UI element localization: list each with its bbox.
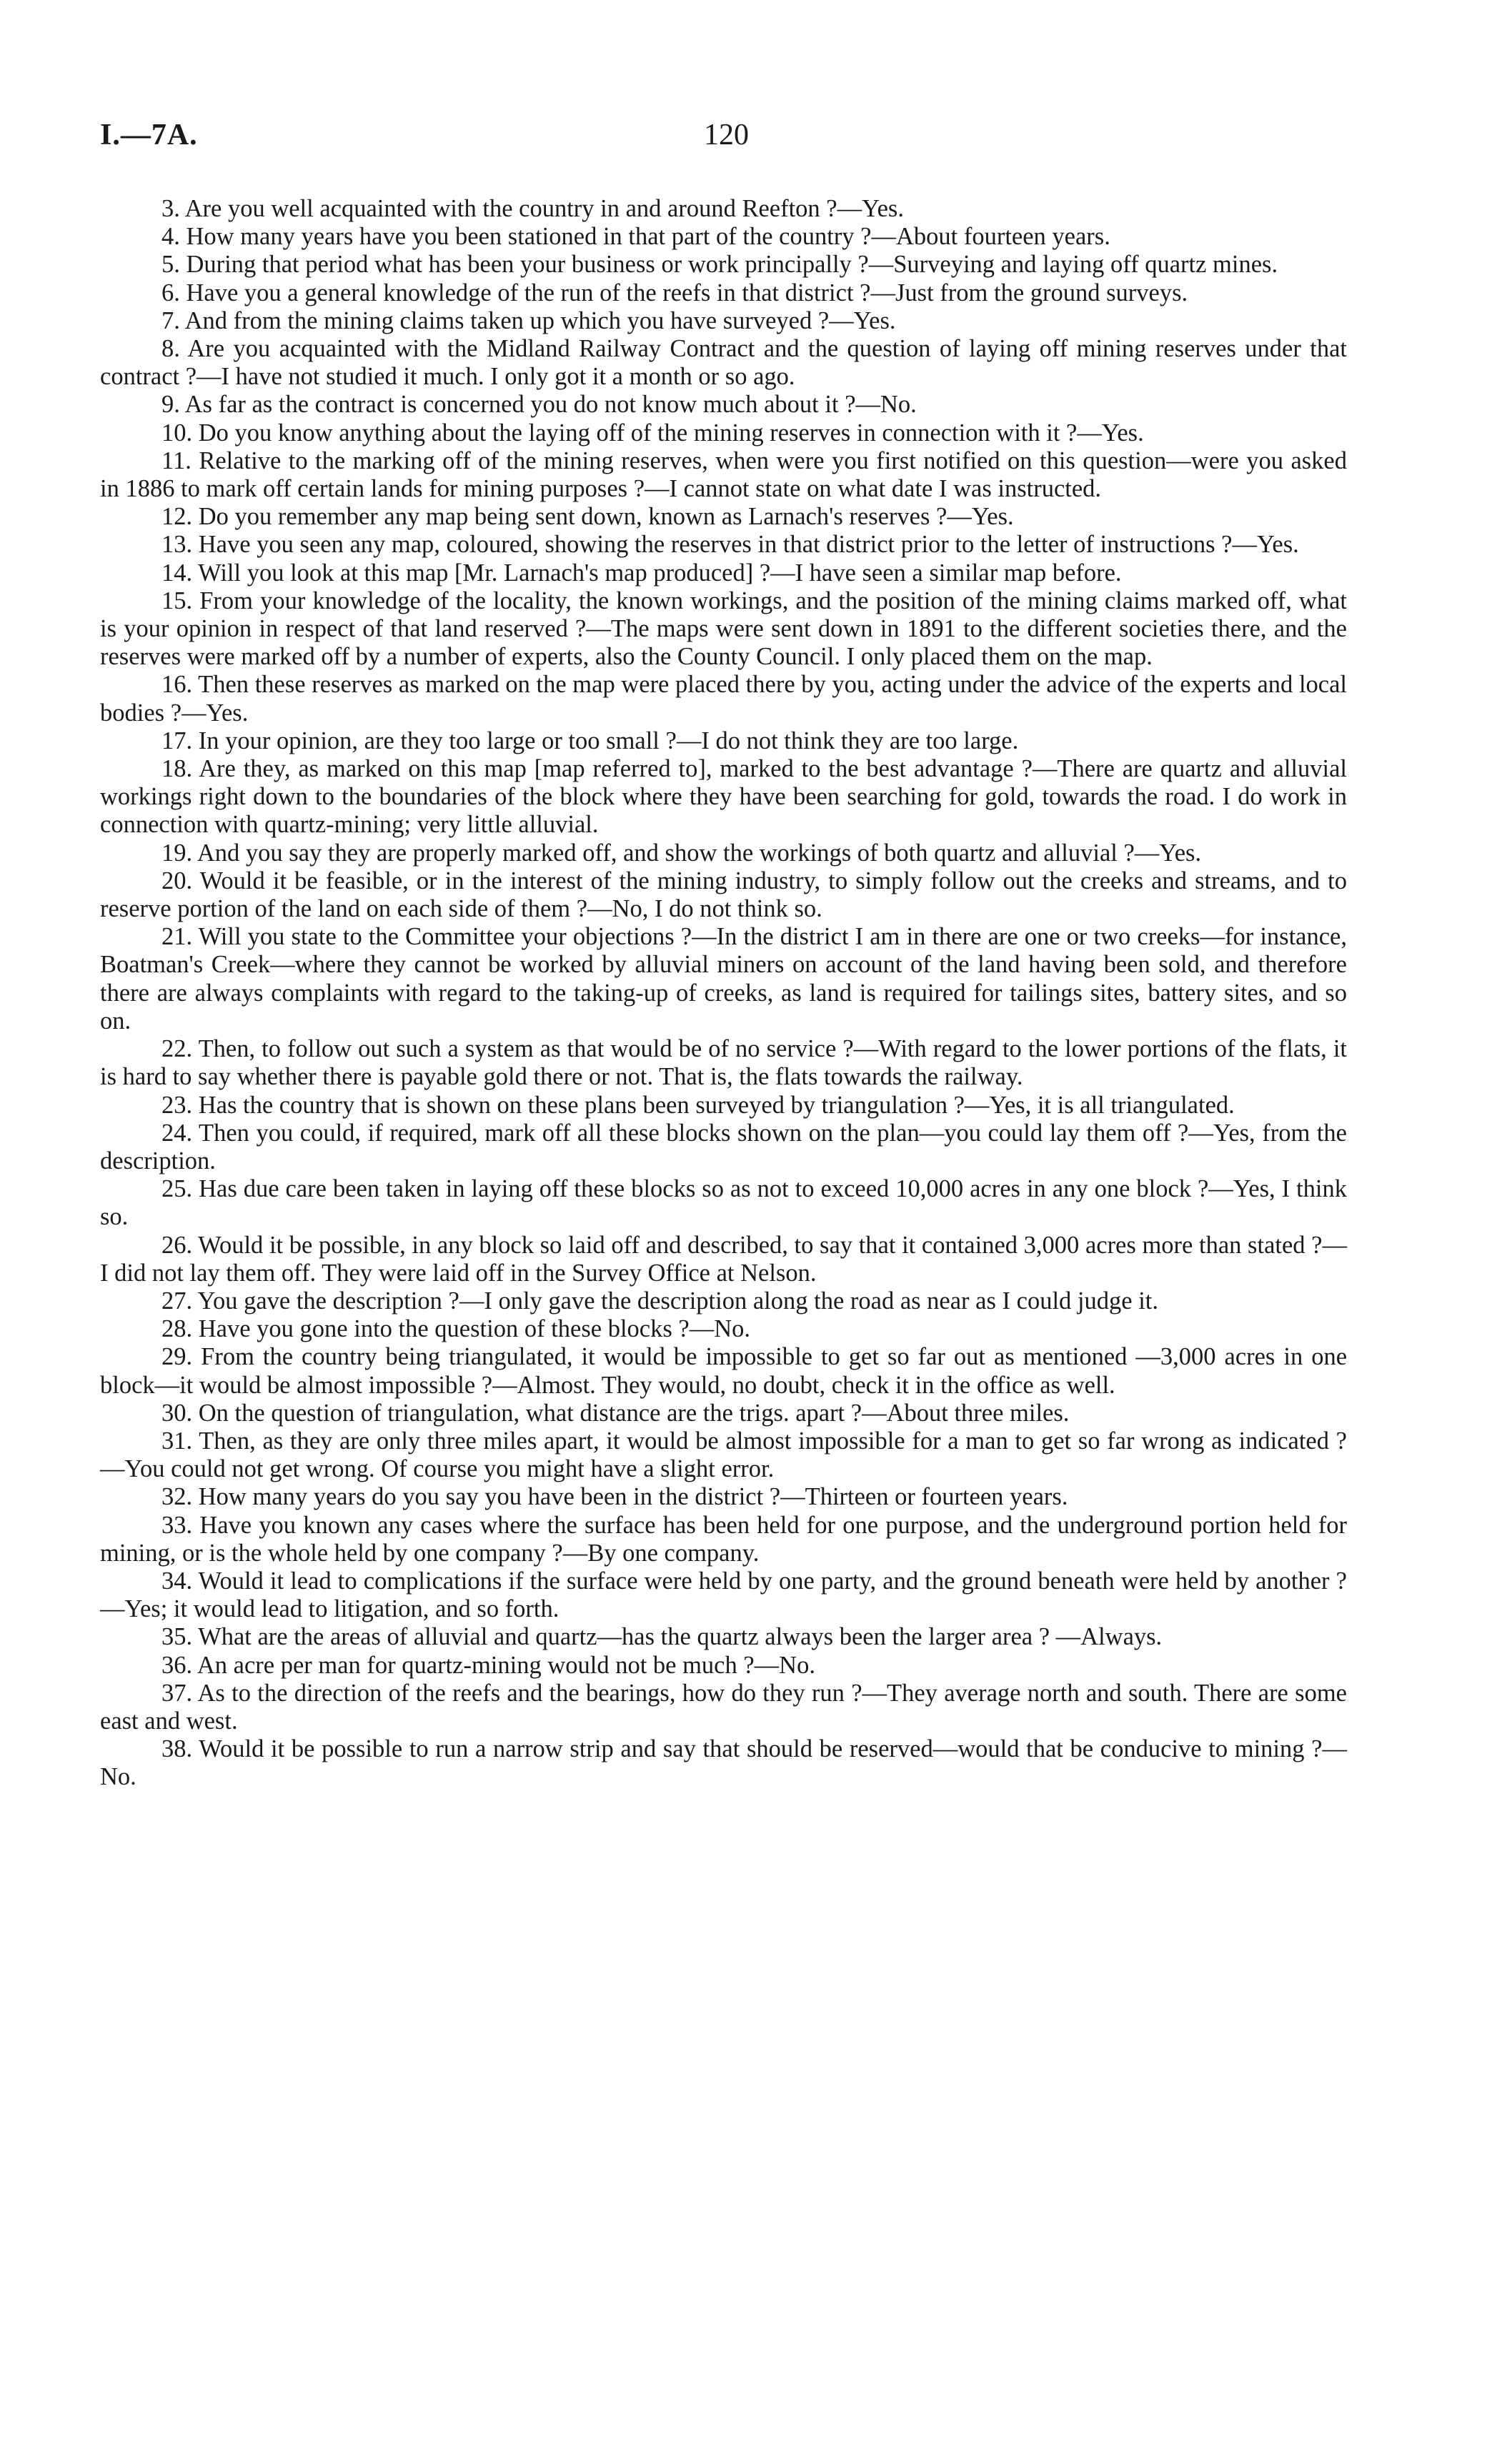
question-number: 14. [161,559,193,587]
question-text: And from the mining claims taken up which you have surveyed ?—Yes. [184,306,896,334]
question-text: Has the country that is shown on these plans been surveyed by triangulation ?—Yes, it is all triangulated. [198,1091,1235,1119]
question-number: 27. [161,1287,193,1315]
question-paragraph [100,223,1347,251]
question-number: 8. [161,335,180,363]
question-paragraph [100,727,1347,755]
question-number: 11. [161,447,192,474]
question-number: 6. [161,279,180,306]
question-number: 5. [161,251,180,279]
question-number: 33. [161,1511,193,1539]
question-text: In your opinion, are they too large or too small ?—I do not think they are too large. [198,727,1019,754]
question-paragraph [100,279,1347,307]
question-text: Would it be possible, in any block so laid off and described, to say that it contained 3,000 acres more than stated ?—I did not lay them off. They were laid off in the Survey Office at Nelson. [100,1231,1347,1287]
question-number: 31. [161,1427,193,1455]
question-text: Have you seen any map, coloured, showing the reserves in that district prior to the letter of instructions ?—Yes. [198,531,1299,559]
question-number: 19. [161,839,193,867]
question-paragraph [100,1035,1347,1091]
question-number: 16. [161,671,193,699]
question-paragraph [100,671,1347,727]
question-number: 7. [161,306,180,334]
question-number: 15. [161,587,193,614]
question-paragraph [100,1680,1347,1735]
question-paragraph [100,1343,1347,1399]
question-paragraph [100,1119,1347,1175]
question-paragraph [100,531,1347,559]
question-number: 24. [161,1119,193,1147]
question-paragraph [100,1400,1347,1427]
question-paragraph [100,755,1347,839]
question-paragraph [100,867,1347,923]
question-number: 10. [161,419,193,447]
question-number: 28. [161,1315,193,1343]
page-number: 120 [704,119,749,151]
question-text: Then, as they are only three miles apart, it would be almost impossible for a man to get so far wrong as indicated ?—You could not get wrong. Of course you might have a slight error. [100,1427,1347,1483]
question-text: Have you gone into the question of these blocks ?—No. [198,1315,751,1343]
question-paragraph [100,1427,1347,1483]
question-text: As far as the contract is concerned you do not know much about it ?—No. [184,391,917,419]
question-paragraph [100,419,1347,447]
question-number: 26. [161,1231,193,1259]
question-paragraph [100,1232,1347,1287]
question-text: And you say they are properly marked off, and show the workings of both quartz and alluvial ?—Yes. [197,839,1202,867]
question-paragraph [100,1315,1347,1343]
document-page [100,118,1347,1792]
question-text: As to the direction of the reefs and the bearings, how do they run ?—They average north and south. There are some east and west. [100,1679,1347,1735]
question-paragraph [100,839,1347,867]
question-paragraph [100,1092,1347,1119]
question-number: 12. [161,503,193,531]
question-number: 35. [161,1623,193,1651]
question-text: Relative to the marking off of the mining reserves, when were you first notified on this question—were you asked in 1886 to mark off certain lands for mining purposes ?—I cannot state on what date I was instructed. [100,447,1347,503]
question-number: 34. [161,1567,193,1595]
question-number: 37. [161,1679,193,1707]
question-paragraph [100,335,1347,391]
question-text: Will you state to the Committee your objections ?—In the district I am in there are one or two creeks—for instance, Boatman's Creek—where they cannot be worked by alluvial miners on account of the land having been sold, and therefore there are always complaints with regard to the taking-up of creeks, as land is required for tailings sites, battery sites, and so on. [100,923,1347,1034]
question-paragraph [100,1623,1347,1651]
question-paragraph [100,1483,1347,1511]
question-number: 38. [161,1735,193,1763]
question-paragraph [100,587,1347,672]
question-number: 20. [161,867,193,894]
question-text: How many years have you been stationed in that part of the country ?—About fourteen years. [186,223,1110,251]
questions-list [100,195,1347,1792]
question-number: 21. [161,923,193,951]
question-text: During that period what has been your business or work principally ?—Surveying and laying off quartz mines. [186,251,1278,279]
question-number: 22. [161,1035,193,1063]
question-text: Have you a general knowledge of the run of the reefs in that district ?—Just from the ground surveys. [186,279,1188,306]
question-number: 30. [161,1399,193,1427]
question-text: Then, to follow out such a system as that would be of no service ?—With regard to the lower portions of the flats, it is hard to say whether there is payable gold there or not. That is, the flats towards the railway. [100,1035,1347,1091]
question-number: 32. [161,1483,193,1511]
page-header [100,118,1347,168]
question-paragraph [100,1567,1347,1623]
question-number: 29. [161,1343,193,1371]
question-number: 25. [161,1175,193,1203]
question-paragraph [100,307,1347,335]
question-paragraph [100,1287,1347,1315]
question-text: On the question of triangulation, what distance are the trigs. apart ?—About three miles. [198,1399,1070,1427]
question-text: Then these reserves as marked on the map were placed there by you, acting under the advice of the experts and local bodies ?—Yes. [100,671,1347,727]
question-paragraph [100,1652,1347,1680]
question-number: 18. [161,755,193,783]
question-text: An acre per man for quartz-mining would not be much ?—No. [197,1651,815,1679]
question-text: Have you known any cases where the surface has been held for one purpose, and the underground portion held for mining, or is the whole held by one company ?—By one company. [100,1511,1348,1567]
question-text: From the country being triangulated, it would be impossible to get so far out as mentioned —3,000 acres in one block—it would be almost impossible ?—Almost. They would, no doubt, check it in the office as well. [100,1343,1348,1399]
question-text: Do you remember any map being sent down, known as Larnach's reserves ?—Yes. [198,503,1014,531]
question-text: Are you well acquainted with the country in and around Reefton ?—Yes. [184,195,904,222]
question-paragraph [100,195,1347,223]
question-text: From your knowledge of the locality, the known workings, and the position of the mining claims marked off, what is your opinion in respect of that land reserved ?—The maps were sent down in 1891 to the different societies there, and the reserves were marked off by a number of experts, also the County Council. I only placed them on the map. [100,587,1347,671]
question-text: Has due care been taken in laying off these blocks so as not to exceed 10,000 acres in any one block ?—Yes, I think so. [100,1175,1347,1231]
question-text: Are they, as marked on this map [map referred to], marked to the best advantage ?—There are quartz and alluvial workings right down to the boundaries of the block where they have been searching for gold, towards the road. I do work in connection with quartz-mining; very little alluvial. [100,755,1347,839]
question-text: How many years do you say you have been in the district ?—Thirteen or fourteen years. [198,1483,1068,1511]
question-paragraph [100,391,1347,419]
question-paragraph [100,251,1347,279]
question-text: What are the areas of alluvial and quartz—has the quartz always been the larger area ? —Always. [198,1623,1163,1651]
document-reference: I.—7A. [100,119,198,151]
question-text: You gave the description ?—I only gave the description along the road as near as I could judge it. [197,1287,1158,1315]
question-paragraph [100,1512,1347,1567]
question-number: 9. [161,391,180,419]
question-text: Would it be feasible, or in the interest of the mining industry, to simply follow out the creeks and streams, and to reserve portion of the land on each side of them ?—No, I do not think so. [100,867,1347,923]
question-number: 13. [161,531,193,559]
question-text: Do you know anything about the laying off of the mining reserves in connection with it ?—Yes. [198,419,1144,447]
question-paragraph [100,447,1347,503]
question-paragraph [100,1175,1347,1231]
question-text: Will you look at this map [Mr. Larnach's map produced] ?—I have seen a similar map before. [198,559,1122,587]
question-text: Would it be possible to run a narrow strip and say that should be reserved—would that be conducive to mining ?—No. [100,1735,1347,1791]
question-text: Then you could, if required, mark off all these blocks shown on the plan—you could lay them off ?—Yes, from the description. [100,1119,1347,1174]
question-number: 23. [161,1091,193,1119]
question-text: Are you acquainted with the Midland Railway Contract and the question of laying off mining reserves under that contract ?—I have not studied it much. I only got it a month or so ago. [100,335,1347,391]
question-paragraph [100,1735,1347,1791]
question-paragraph [100,559,1347,587]
question-number: 4. [161,223,180,251]
question-number: 17. [161,727,193,754]
question-number: 36. [161,1651,193,1679]
question-number: 3. [161,195,180,222]
question-paragraph [100,923,1347,1035]
question-paragraph [100,503,1347,531]
question-text: Would it lead to complications if the surface were held by one party, and the ground beneath were held by another ?—Yes; it would lead to litigation, and so forth. [100,1567,1347,1623]
